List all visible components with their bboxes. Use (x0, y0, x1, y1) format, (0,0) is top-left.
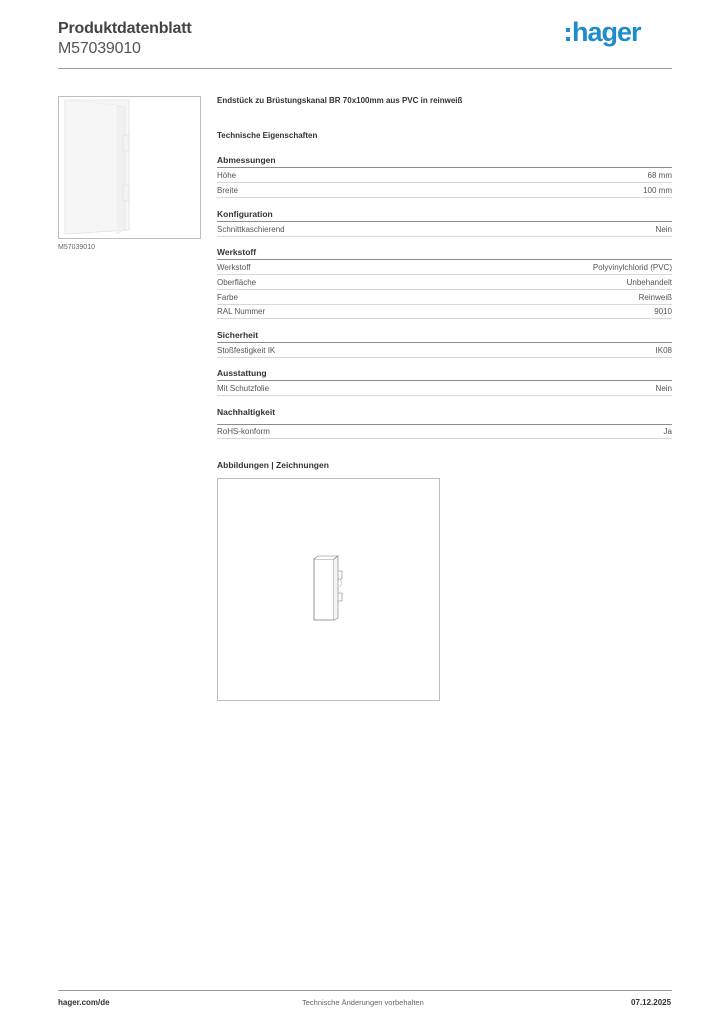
property-row (217, 382, 672, 396)
product-image (59, 97, 200, 238)
logo-dots (566, 28, 570, 41)
logo-text: hager (572, 17, 641, 47)
property-label: Werkstoff (217, 263, 251, 272)
drawing-image (218, 479, 439, 700)
property-label: Oberfläche (217, 278, 257, 287)
property-label: Schnittkaschierend (217, 225, 285, 234)
property-value: Nein (655, 384, 672, 393)
product-thumbnail (58, 96, 201, 239)
section-title-sicherheit: Sicherheit (217, 330, 672, 343)
article-number: M57039010 (58, 40, 141, 57)
property-value: 100 mm (643, 186, 672, 195)
header-divider (58, 68, 672, 69)
property-label: Farbe (217, 293, 238, 302)
footer-disclaimer: Technische Änderungen vorbehalten (302, 998, 424, 1007)
property-label: RoHS-konform (217, 427, 270, 436)
property-row (217, 169, 672, 183)
footer-website: hager.com/de (58, 998, 110, 1007)
property-row (217, 261, 672, 275)
section-title-konfiguration: Konfiguration (217, 209, 672, 222)
property-value: IK08 (655, 346, 672, 355)
property-value: 68 mm (647, 171, 672, 180)
thumbnail-caption: M57039010 (58, 244, 95, 251)
document-title: Produktdatenblatt (58, 20, 192, 37)
property-value: Polyvinylchlorid (PVC) (592, 263, 672, 272)
product-drawing (217, 478, 440, 701)
hager-logo (566, 17, 641, 47)
property-label: Breite (217, 186, 238, 195)
property-label: Mit Schutzfolie (217, 384, 270, 393)
figures-heading: Abbildungen | Zeichnungen (217, 460, 329, 470)
property-row (217, 305, 672, 319)
property-row (217, 425, 672, 439)
property-row (217, 184, 672, 198)
property-value: Nein (655, 225, 672, 234)
technical-properties-heading: Technische Eigenschaften (217, 131, 318, 140)
footer-date: 07.12.2025 (631, 998, 672, 1007)
property-label: Stoßfestigkeit IK (217, 346, 276, 355)
property-value: Reinweiß (638, 293, 672, 302)
property-row (217, 344, 672, 358)
property-value: Ja (663, 427, 672, 436)
property-value: 9010 (654, 307, 672, 316)
property-row (217, 276, 672, 290)
property-row (217, 223, 672, 237)
property-row (217, 291, 672, 305)
property-label: RAL Nummer (217, 307, 266, 316)
section-title-nachhaltigkeit: Nachhaltigkeit (217, 407, 672, 425)
property-label: Höhe (217, 171, 237, 180)
footer-divider (58, 990, 672, 991)
section-title-werkstoff: Werkstoff (217, 247, 672, 260)
section-title-ausstattung: Ausstattung (217, 368, 672, 381)
property-value: Unbehandelt (626, 278, 672, 287)
section-title-abmessungen: Abmessungen (217, 155, 672, 168)
product-description: Endstück zu Brüstungskanal BR 70x100mm aus PVC in reinweiß (217, 96, 463, 105)
